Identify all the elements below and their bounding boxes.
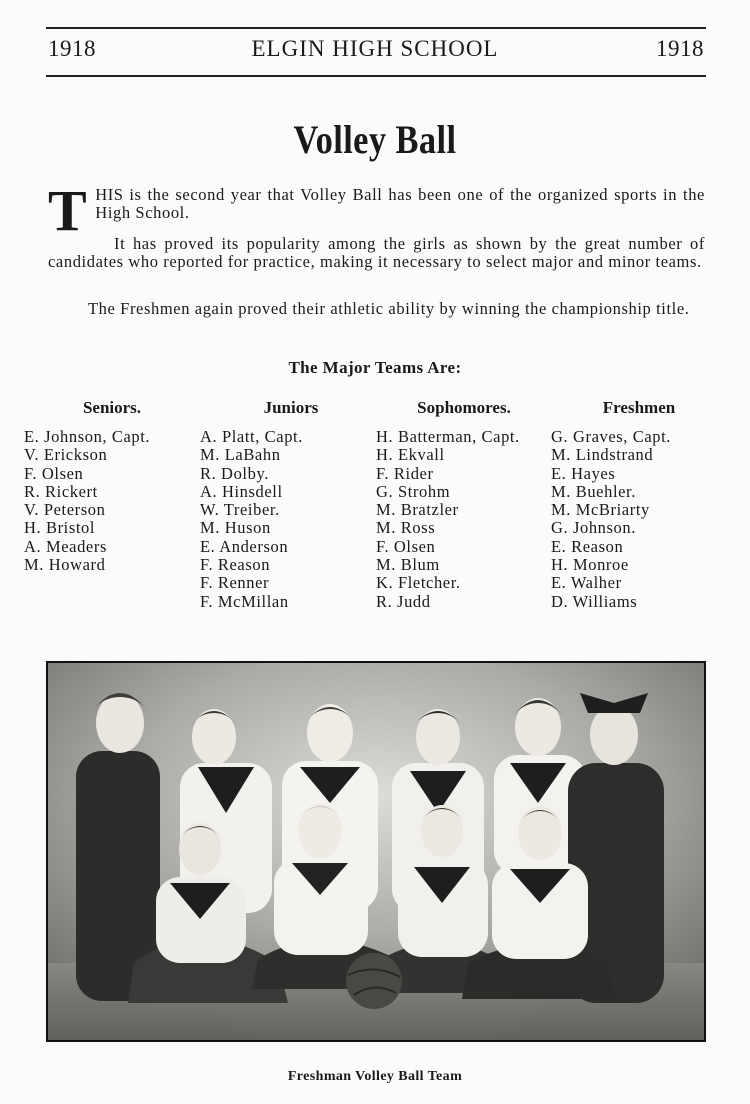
intro-paragraph-1	[48, 178, 705, 243]
player-list	[376, 428, 548, 611]
teams-heading: The Major Teams Are:	[288, 358, 462, 377]
team-heading: Juniors	[263, 398, 319, 417]
player-name: A. Meaders	[24, 536, 107, 556]
player-name: D. Williams	[551, 591, 638, 611]
player-name: H. Ekvall	[376, 445, 445, 465]
player-name: E. Anderson	[200, 536, 289, 556]
player-name: V. Erickson	[24, 445, 108, 465]
player-list	[24, 428, 194, 574]
header-year-right: 1918	[656, 36, 704, 61]
player-list	[200, 428, 370, 611]
team-column-sophomores	[376, 398, 548, 611]
player-name: F. Olsen	[376, 536, 436, 556]
page-title: Volley Ball	[293, 117, 457, 162]
drop-cap: T	[48, 178, 88, 243]
player-name: E. Hayes	[551, 463, 616, 483]
intro-p1-text: is the second year that Volley Ball has been one of the organized sports in the High School.	[95, 185, 705, 222]
player-name: F. Rider	[376, 463, 434, 483]
player-name: M. Huson	[200, 518, 271, 538]
header-bottom-rule	[46, 75, 706, 77]
team-heading: Sophomores.	[417, 398, 511, 417]
team-photo-illustration	[48, 663, 704, 1040]
volleyball	[346, 953, 402, 1009]
intro-first-word: HIS	[95, 185, 124, 204]
player-name: M. Blum	[376, 555, 440, 575]
player-name: F. Reason	[200, 555, 271, 575]
team-heading: Seniors.	[82, 398, 142, 417]
player-name: E. Walher	[551, 573, 622, 593]
player-name: M. Ross	[376, 518, 436, 538]
team-photo	[46, 661, 706, 1042]
player-name: M. Buehler.	[551, 481, 636, 501]
player-name: H. Batterman, Capt.	[376, 427, 520, 446]
player-list	[551, 428, 721, 611]
player-name: H. Monroe	[551, 555, 629, 575]
player-name: G. Johnson.	[551, 518, 636, 538]
header-school-name: ELGIN HIGH SCHOOL	[251, 36, 499, 61]
photo-caption: Freshman Volley Ball Team	[287, 1069, 463, 1084]
player-name: F. Renner	[200, 573, 270, 593]
player-name: W. Treiber.	[200, 500, 280, 520]
player-name: A. Platt, Capt.	[200, 427, 303, 446]
player-name: M. McBriarty	[551, 500, 650, 520]
intro-paragraph-3: The Freshmen again proved their athletic ability by winning the championship title.	[88, 299, 690, 318]
top-rule	[46, 27, 706, 29]
player-name: R. Rickert	[24, 481, 98, 501]
player-name: M. Bratzler	[376, 500, 459, 520]
player-name: E. Johnson, Capt.	[24, 427, 151, 446]
player-name: G. Graves, Capt.	[551, 427, 672, 446]
player-name: K. Fletcher.	[376, 573, 461, 593]
intro-paragraph-2: It has proved its popularity among the girls as shown by the great number of candidates who reported for practice, making it necessary to select major and minor teams.	[48, 234, 705, 271]
player-name: F. Olsen	[24, 463, 84, 483]
player-name: H. Bristol	[24, 518, 96, 538]
player-name: V. Peterson	[24, 500, 106, 520]
player-name: R. Judd	[376, 591, 431, 611]
player-name: F. McMillan	[200, 591, 289, 611]
player-name: M. LaBahn	[200, 445, 281, 465]
team-column-seniors	[24, 398, 194, 574]
player-name: A. Hinsdell	[200, 481, 283, 501]
player-name: G. Strohm	[376, 481, 451, 501]
player-name: E. Reason	[551, 536, 624, 556]
player-name: M. Lindstrand	[551, 445, 654, 465]
player-name: R. Dolby.	[200, 463, 269, 483]
team-heading: Freshmen	[602, 398, 676, 417]
header-year-left: 1918	[48, 36, 96, 61]
team-column-freshmen	[551, 398, 721, 611]
player-name: M. Howard	[24, 555, 106, 575]
team-column-juniors	[200, 398, 370, 611]
